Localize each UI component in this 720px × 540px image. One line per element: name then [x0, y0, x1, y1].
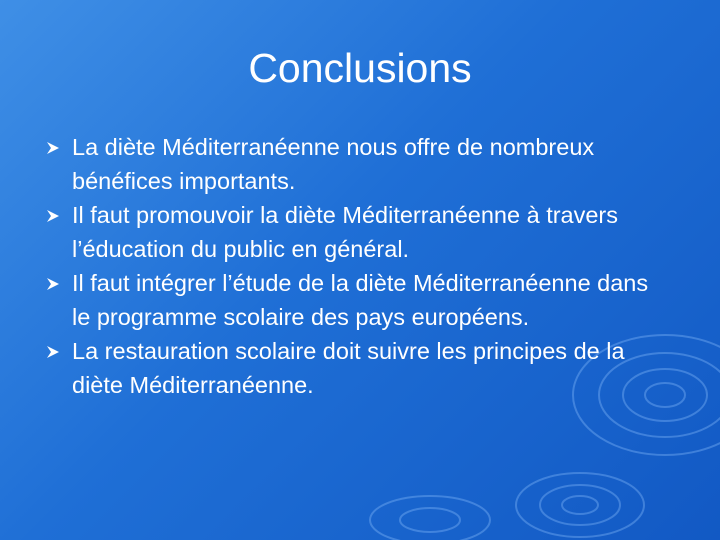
- bullet-text: Il faut promouvoir la diète Méditerranéenne à travers l’éducation du public en général.: [72, 202, 619, 262]
- arrowhead-bullet-icon: [46, 141, 60, 155]
- arrowhead-bullet-icon: [46, 345, 60, 359]
- arrowhead-bullet-icon: [46, 209, 60, 223]
- bullet-item: [72, 334, 672, 402]
- bullet-item: [72, 198, 672, 266]
- bullet-list: [72, 130, 672, 402]
- bullet-text: La restauration scolaire doit suivre les principes de la diète Méditerranéenne.: [72, 338, 625, 398]
- bullet-text: La diète Méditerranéenne nous offre de nombreux bénéfices importants.: [72, 134, 595, 194]
- bullet-item: [72, 130, 672, 198]
- bullet-item: [72, 266, 672, 334]
- slide-title: Conclusions: [248, 45, 472, 91]
- arrowhead-bullet-icon: [46, 277, 60, 291]
- bullet-text: Il faut intégrer l’étude de la diète Méditerranéenne dans le programme scolaire des pays européens.: [72, 270, 649, 330]
